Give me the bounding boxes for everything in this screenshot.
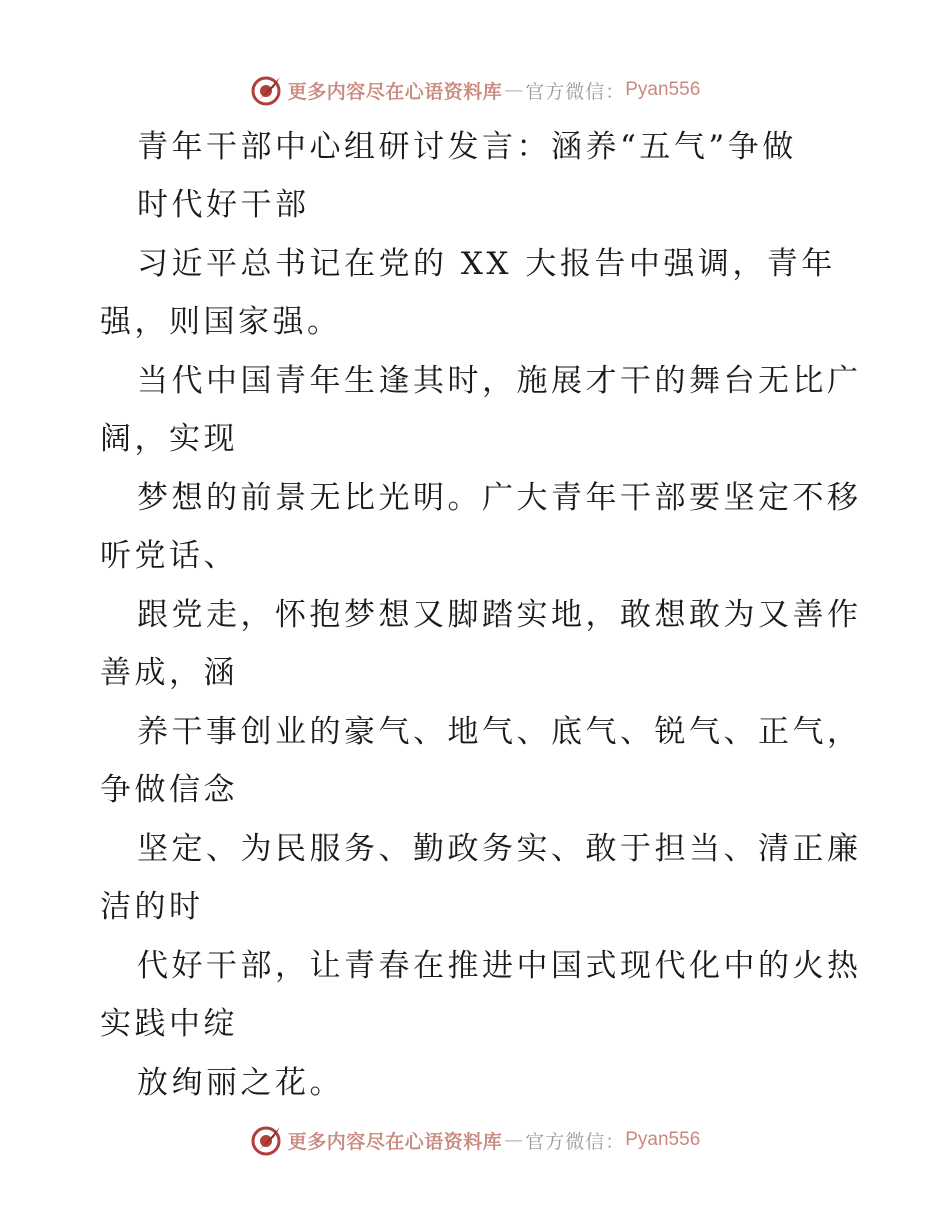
paragraph-line: 强，则国家强。 [100,304,342,340]
paragraph-line: 争做信念 [100,772,238,808]
banner-wechat-label: 官方微信： [525,1130,626,1153]
paragraph-line: 跟党走，怀抱梦想又脚踏实地，敢想敢为又善作 [137,597,862,633]
quill-logo-icon [250,1123,284,1157]
paragraph-line: 习近平总书记在党的 XX 大报告中强调，青年 [137,246,836,282]
document-title-line-2: 时代好干部 [137,187,310,223]
paragraph-line: 放绚丽之花。 [137,1065,344,1101]
header-banner [0,70,950,110]
banner-separator: — [504,1129,524,1151]
banner-separator: — [504,79,524,101]
paragraph-line: 阔，实现 [100,421,238,457]
banner-wechat-label: 官方微信： [525,80,626,103]
paragraph-line: 实践中绽 [100,1006,238,1042]
quill-logo-icon [250,73,284,107]
paragraph-line: 当代中国青年生逢其时，施展才干的舞台无比广 [137,363,862,399]
paragraph-line: 听党话、 [100,538,238,574]
paragraph-line: 洁的时 [100,889,204,925]
paragraph-line: 养干事创业的豪气、地气、底气、锐气、正气， [137,714,862,750]
paragraph-line: 善成，涵 [100,655,238,691]
paragraph-line: 代好干部，让青春在推进中国式现代化中的火热 [137,948,862,984]
footer-banner [0,1120,950,1160]
paragraph-line: 坚定、为民服务、勤政务实、敢于担当、清正廉 [137,831,862,867]
banner-main-text: 更多内容尽在心语资料库 [287,80,503,103]
banner-wechat-id: Pyan556 [625,79,701,100]
document-title-line-1: 青年干部中心组研讨发言：涵养“五气”争做 [137,129,797,165]
paragraph-line: 梦想的前景无比光明。广大青年干部要坚定不移 [137,480,862,516]
banner-main-text: 更多内容尽在心语资料库 [287,1130,503,1153]
banner-wechat-id: Pyan556 [625,1129,701,1150]
